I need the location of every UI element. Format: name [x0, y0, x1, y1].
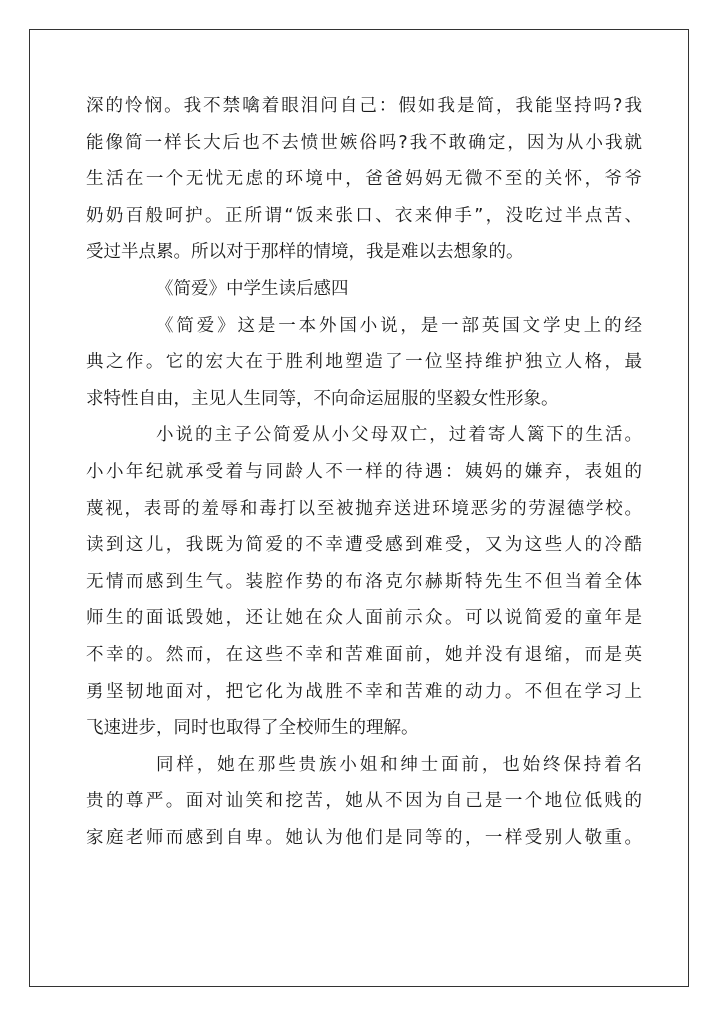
paragraph-line: 蔑视，表哥的羞辱和毒打以至被抛弃送进环境恶劣的劳渥德学校。 — [86, 498, 642, 519]
paragraph-line: 受过半点累。所以对于那样的情境，我是难以去想象的。 — [86, 242, 524, 263]
paragraph-line: 家庭老师而感到自卑。她认为他们是同等的，一样受别人敬重。 — [86, 827, 642, 848]
paragraph-line: 勇坚韧地面对，把它化为战胜不幸和苦难的动力。不但在学习上 — [86, 681, 642, 702]
paragraph-line: 师生的面诋毁她，还让她在众人面前示众。可以说简爱的童年是 — [86, 608, 642, 629]
paragraph-line: 深的怜悯。我不禁噙着眼泪问自己：假如我是简，我能坚持吗?我 — [86, 96, 642, 116]
paragraph-line: 飞速进步，同时也取得了全校师生的理解。 — [86, 718, 419, 739]
paragraph-line: 同样，她在那些贵族小姐和绅士面前，也始终保持着名 — [156, 754, 642, 775]
section-heading: 《简爱》中学生读后感四 — [156, 278, 349, 299]
paragraph-line: 能像简一样长大后也不去愤世嫉俗吗?我不敢确定，因为从小我就 — [86, 132, 642, 153]
paragraph-line: 典之作。它的宏大在于胜利地塑造了一位坚持维护独立人格，最 — [86, 352, 642, 373]
paragraph-line: 读到这儿，我既为简爱的不幸遭受感到难受，又为这些人的冷酷 — [86, 535, 642, 556]
paragraph-line: 小说的主子公简爱从小父母双亡，过着寄人篱下的生活。 — [156, 425, 642, 446]
document-body — [86, 88, 642, 856]
paragraph-line: 小小年纪就承受着与同龄人不一样的待遇：姨妈的嫌弃，表姐的 — [86, 461, 642, 482]
paragraph-line: 奶奶百般呵护。正所谓“饭来张口、衣来伸手”，没吃过半点苦、 — [86, 205, 642, 226]
paragraph-line: 贵的尊严。面对讪笑和挖苦，她从不因为自己是一个地位低贱的 — [86, 791, 642, 812]
paragraph-line: 生活在一个无忧无虑的环境中，爸爸妈妈无微不至的关怀，爷爷 — [86, 169, 642, 190]
paragraph-line: 不幸的。然而，在这些不幸和苦难面前，她并没有退缩，而是英 — [86, 644, 642, 665]
paragraph-line: 无情而感到生气。装腔作势的布洛克尔赫斯特先生不但当着全体 — [86, 571, 642, 592]
paragraph-line: 求特性自由，主见人生同等，不向命运屈服的坚毅女性形象。 — [86, 388, 559, 409]
paragraph-line: 《简爱》这是一本外国小说，是一部英国文学史上的经 — [156, 315, 642, 336]
